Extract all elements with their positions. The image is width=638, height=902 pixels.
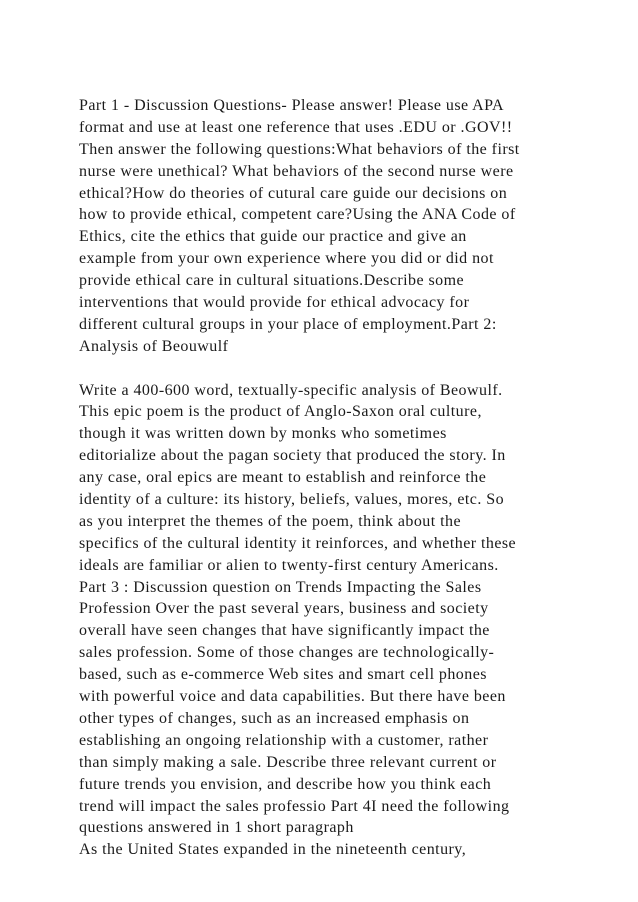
text-line: Part 1 - Discussion Questions- Please answer! Please use APA — [79, 97, 505, 114]
text-line: trend will impact the sales professio Part 4I need the following — [79, 797, 510, 815]
text-line: ethical?How do theories of cutural care guide our decisions on — [79, 184, 508, 202]
text-line: based, such as e-commerce Web sites and smart cell phones — [79, 666, 487, 684]
text-line: example from your own experience where you did or did not — [79, 250, 494, 268]
text-line: format and use at least one reference that uses .EDU or .GOV!! — [79, 118, 513, 136]
text-line: identity of a culture: its history, beliefs, values, mores, etc. So — [79, 491, 505, 509]
text-line: other types of changes, such as an increased emphasis on — [79, 709, 470, 727]
text-line: Profession Over the past several years, business and society — [79, 600, 489, 618]
text-line: Analysis of Beouwulf — [79, 337, 229, 355]
text-line: future trends you envision, and describe how you think each — [79, 775, 492, 793]
text-line: Part 3 : Discussion question on Trends Impacting the Sales — [79, 578, 482, 596]
text-line: This epic poem is the product of Anglo-Saxon oral culture, — [79, 403, 482, 421]
text-line: specifics of the cultural identity it reinforces, and whether these — [79, 534, 517, 552]
document-text — [79, 95, 599, 861]
text-line: interventions that would provide for ethical advocacy for — [79, 294, 470, 312]
text-line: Ethics, cite the ethics that guide our practice and give an — [79, 228, 467, 246]
text-line: Then answer the following questions:What behaviors of the first — [79, 140, 520, 158]
text-line: overall have seen changes that have significantly impact the — [79, 622, 490, 640]
text-line: as you interpret the themes of the poem, think about the — [79, 512, 461, 530]
text-line: establishing an ongoing relationship with a customer, rather — [79, 731, 489, 749]
text-line: editorialize about the pagan society that produced the story. In — [79, 447, 506, 465]
text-line: different cultural groups in your place of employment.Part 2: — [79, 315, 497, 333]
text-line: questions answered in 1 short paragraph — [79, 819, 354, 837]
text-line: sales profession. Some of those changes are technologically- — [79, 644, 495, 662]
text-line: with powerful voice and data capabilities. But there have been — [79, 688, 506, 706]
text-line: nurse were unethical? What behaviors of the second nurse were — [79, 162, 514, 180]
text-line: provide ethical care in cultural situations.Describe some — [79, 272, 465, 290]
text-line: Write a 400-600 word, textually-specific analysis of Beowulf. — [79, 381, 503, 399]
text-line: As the United States expanded in the nineteenth century, — [79, 841, 467, 859]
text-line: how to provide ethical, competent care?Using the ANA Code of — [79, 206, 516, 224]
text-line: than simply making a sale. Describe three relevant current or — [79, 753, 497, 771]
text-line: though it was written down by monks who sometimes — [79, 425, 447, 443]
text-line: ideals are familiar or alien to twenty-first century Americans. — [79, 556, 499, 574]
text-line: any case, oral epics are meant to establish and reinforce the — [79, 469, 487, 487]
blank-line — [79, 358, 599, 380]
